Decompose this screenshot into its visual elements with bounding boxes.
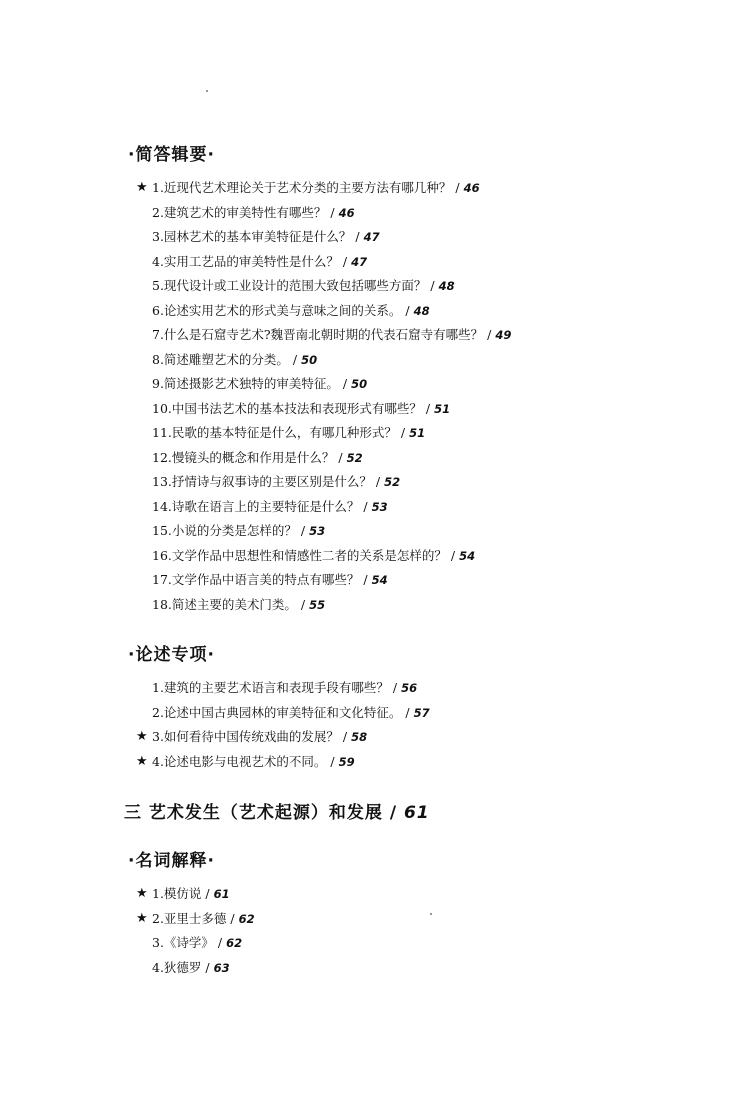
toc-item-text: 1.模仿说 — [152, 886, 202, 901]
toc-item-separator: / — [226, 910, 239, 926]
chapter-title — [124, 798, 430, 823]
toc-item-text: 5.现代设计或工业设计的范围大致包括哪些方面？ — [152, 278, 427, 293]
toc-item-separator: / — [446, 547, 460, 563]
toc-item-page-number: 50 — [351, 377, 368, 391]
toc-item-separator: / — [326, 204, 339, 220]
toc-item — [136, 701, 430, 726]
toc-item-text: 18.简述主要的美术门类。 — [152, 596, 297, 612]
toc-item-separator: / — [401, 302, 414, 318]
toc-item-page-number: 48 — [413, 303, 430, 318]
toc-item-text: 1.近现代艺术理论关于艺术分类的主要方法有哪几种？ — [152, 180, 452, 195]
toc-item — [136, 201, 511, 226]
toc-item-page-number: 46 — [463, 181, 480, 195]
toc-item — [136, 250, 511, 275]
toc-item-text: 4.狄德罗 — [152, 959, 202, 975]
toc-item — [136, 956, 255, 981]
toc-item-separator: / — [338, 253, 352, 269]
toc-item-text: 2.论述中国古典园林的审美特征和文化特征。 — [152, 704, 402, 720]
toc-item — [136, 348, 511, 373]
toc-item — [136, 750, 430, 775]
toc-item-text: 2.亚里士多德 — [152, 910, 227, 926]
scan-speck — [206, 90, 208, 92]
toc-item-text: 3.如何看待中国传统戏曲的发展？ — [152, 729, 339, 744]
toc-item-page-number: 59 — [338, 754, 355, 769]
toc-item-separator: / — [213, 935, 227, 950]
toc-item-page-number: 54 — [459, 548, 476, 563]
toc-item-page-number: 51 — [409, 426, 426, 440]
toc-item — [136, 495, 511, 520]
toc-item-page-number: 50 — [301, 352, 318, 367]
toc-item-separator: / — [201, 959, 214, 975]
toc-list-glossary — [136, 882, 255, 980]
toc-item-text: 12.慢镜头的概念和作用是什么？ — [152, 449, 335, 465]
toc-item-text: 16.文学作品中思想性和情感性二者的关系是怎样的？ — [152, 547, 447, 563]
toc-item-text: 4.论述电影与电视艺术的不同。 — [152, 753, 327, 769]
chapter-title-text: 三 艺术发生（艺术起源）和发展 — [124, 803, 383, 823]
toc-item-page-number: 52 — [346, 450, 363, 465]
toc-item-separator: / — [483, 327, 496, 342]
toc-item-separator: / — [296, 596, 310, 612]
toc-item — [136, 931, 255, 956]
toc-item-text: 2.建筑艺术的审美特性有哪些？ — [152, 204, 327, 220]
toc-item-page-number: 56 — [401, 681, 418, 695]
toc-item-page-number: 63 — [213, 960, 230, 975]
toc-item-separator: / — [359, 572, 372, 587]
toc-item-separator: / — [334, 449, 347, 465]
toc-list-short-answer — [136, 176, 511, 617]
toc-item-text: 10.中国书法艺术的基本技法和表现形式有哪些？ — [152, 400, 422, 416]
toc-item — [136, 372, 511, 397]
toc-item-text: 6.论述实用艺术的形式美与意味之间的关系。 — [152, 302, 402, 318]
toc-item-page-number: 58 — [351, 730, 368, 744]
toc-item-separator: / — [338, 376, 352, 391]
toc-item-text: 14.诗歌在语言上的主要特征是什么？ — [152, 498, 360, 514]
toc-item-separator: / — [421, 400, 435, 416]
toc-item — [136, 470, 511, 495]
toc-item — [136, 446, 511, 471]
toc-item-text: 11.民歌的基本特征是什么，有哪几种形式？ — [152, 425, 397, 440]
toc-item-separator: / — [426, 278, 439, 293]
toc-item-text: 8.简述雕塑艺术的分类。 — [152, 351, 289, 367]
toc-item-separator: / — [396, 425, 410, 440]
star-icon: ★ — [136, 753, 148, 769]
star-icon: ★ — [136, 886, 148, 901]
toc-item — [136, 299, 511, 324]
toc-item-page-number: 52 — [384, 475, 401, 489]
star-icon: ★ — [136, 180, 148, 195]
toc-item-separator: / — [338, 729, 352, 744]
toc-item-page-number: 48 — [438, 279, 455, 293]
toc-item-separator: / — [201, 886, 214, 901]
toc-item — [136, 725, 430, 750]
toc-item-text: 7.什么是石窟寺艺术?魏晋南北朝时期的代表石窟寺有哪些？ — [152, 327, 484, 342]
toc-item — [136, 421, 511, 446]
toc-item — [136, 225, 511, 250]
star-icon: ★ — [136, 729, 148, 744]
section-header-short-answer: ·简答辑要· — [128, 145, 215, 165]
toc-item-text: 3.园林艺术的基本审美特征是什么？ — [152, 229, 352, 244]
toc-list-essay — [136, 676, 430, 774]
toc-item — [136, 544, 511, 569]
toc-item — [136, 176, 511, 201]
toc-item-text: 13.抒情诗与叙事诗的主要区别是什么？ — [152, 474, 372, 489]
toc-item-page-number: 54 — [371, 573, 388, 587]
toc-item-separator: / — [451, 180, 464, 195]
toc-item — [136, 907, 255, 932]
toc-item-page-number: 46 — [338, 205, 355, 220]
toc-item-page-number: 47 — [351, 254, 368, 269]
toc-item-page-number: 57 — [413, 705, 430, 720]
toc-item-separator: / — [371, 474, 385, 489]
toc-item-separator: / — [388, 680, 402, 695]
toc-item — [136, 568, 511, 593]
section-header-glossary: ·名词解释· — [128, 851, 215, 871]
toc-item-text: 9.简述摄影艺术独特的审美特征。 — [152, 376, 339, 391]
toc-item — [136, 397, 511, 422]
toc-item-separator: / — [401, 704, 414, 720]
star-icon: ★ — [136, 910, 148, 926]
toc-item-separator: / — [296, 523, 310, 538]
toc-item-text: 3.《诗学》 — [152, 935, 214, 950]
toc-item-text: 4.实用工艺品的审美特性是什么？ — [152, 253, 339, 269]
toc-item-text: 15.小说的分类是怎样的？ — [152, 523, 297, 538]
toc-item-page-number: 61 — [213, 887, 230, 901]
toc-item — [136, 882, 255, 907]
toc-item-separator: / — [359, 498, 372, 514]
toc-item-separator: / — [351, 229, 364, 244]
toc-item-page-number: 49 — [495, 328, 512, 342]
toc-item-page-number: 62 — [238, 911, 255, 926]
toc-item-text: 1.建筑的主要艺术语言和表现手段有哪些？ — [152, 680, 389, 695]
chapter-page-number: 61 — [403, 803, 430, 823]
toc-item — [136, 274, 511, 299]
toc-item-text: 17.文学作品中语言美的特点有哪些？ — [152, 572, 360, 587]
toc-item-page-number: 55 — [309, 597, 326, 612]
toc-item-page-number: 53 — [309, 524, 326, 538]
toc-item — [136, 676, 430, 701]
chapter-title-separator: / — [382, 803, 404, 823]
scan-speck — [430, 913, 432, 915]
toc-item-separator: / — [288, 351, 302, 367]
toc-item-page-number: 51 — [434, 401, 451, 416]
toc-item — [136, 519, 511, 544]
toc-item-page-number: 62 — [226, 936, 243, 950]
section-header-essay: ·论述专项· — [128, 645, 215, 665]
toc-item-separator: / — [326, 753, 339, 769]
toc-item-page-number: 47 — [363, 230, 380, 244]
toc-item — [136, 593, 511, 618]
toc-item-page-number: 53 — [371, 499, 388, 514]
toc-item — [136, 323, 511, 348]
